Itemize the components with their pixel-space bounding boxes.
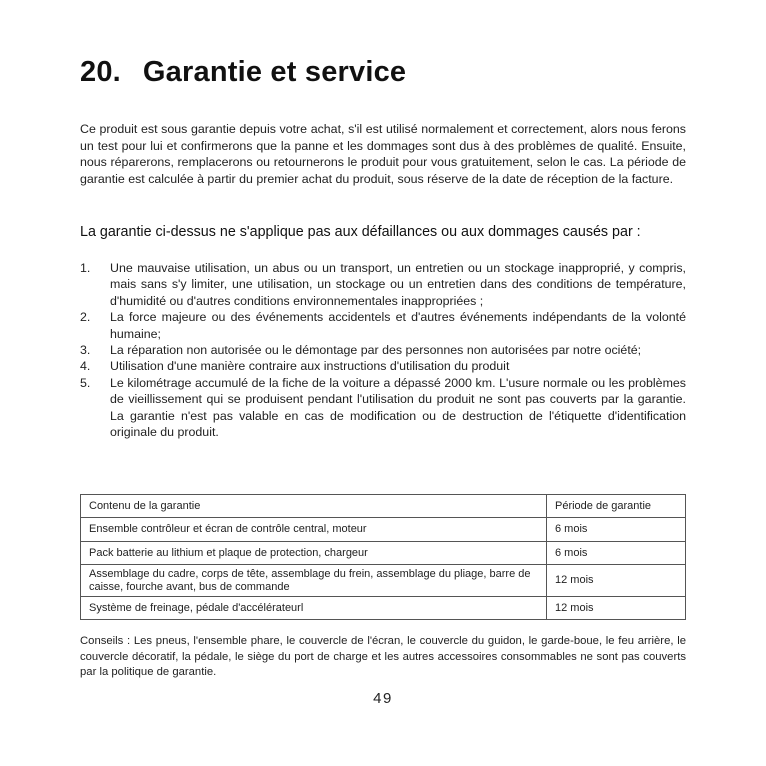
list-item-text: La réparation non autorisée ou le démontage par des personnes non autorisées par notre ociété;: [110, 343, 642, 358]
list-item-text: Le kilométrage accumulé de la fiche de la voiture a dépassé 2000 km. L'usure normale ou les problèmes de vieillissement qui se produisent pendant l'utilisation du produit ne sont pas couverts par la garantie. La garantie n'est pas valable en cas de modification ou de destruction de l'étiquette d'identification originale du produit.: [110, 375, 686, 440]
list-item: [80, 309, 686, 342]
table-row: [81, 597, 686, 620]
advice-note: Conseils : Les pneus, l'ensemble phare, le couvercle de l'écran, le couvercle du guidon, le garde-boue, le feu arrière, le couvercle décoratif, la pédale, le siège du port de charge et les autres accessoires consommables ne sont pas couverts par la politique de garantie.: [80, 635, 686, 678]
list-item: [80, 260, 686, 309]
table-row: [81, 542, 686, 565]
table-header-content: Contenu de la garantie: [81, 495, 547, 518]
list-item-number: 1.: [80, 261, 91, 275]
list-item: [80, 342, 686, 358]
list-item: [80, 375, 686, 441]
table-cell-period: 6 mois: [547, 518, 686, 542]
table-row: [81, 518, 686, 542]
table-cell-content: Ensemble contrôleur et écran de contrôle central, moteur: [81, 518, 547, 542]
intro-paragraph: Ce produit est sous garantie depuis votre achat, s'il est utilisé normalement et correctement, alors nous ferons un test pour lui et confirmerons que la panne et les dommages sont dus à des problèmes de qualité. Ensuite, nous réparerons, remplacerons ou retournerons le produit pour vous gratuitement, selon le cas. La période de garantie est calculée à partir du premier achat du produit, sous réserve de la date de réception de la facture.: [80, 122, 686, 186]
section-number: 20.: [80, 56, 121, 88]
list-item-number: 2.: [80, 310, 91, 325]
list-item-number: 3.: [80, 343, 91, 358]
table-cell-period: 6 mois: [547, 542, 686, 565]
list-item: [80, 358, 686, 374]
list-item-number: 4.: [80, 359, 91, 374]
list-item-number: 5.: [80, 375, 91, 390]
table-cell-content: Système de freinage, pédale d'accélérateurl: [81, 597, 547, 620]
table-cell-period: 12 mois: [547, 597, 686, 620]
conditions-list: [80, 260, 686, 440]
list-item-text: La force majeure ou des événements accidentels et d'autres événements indépendants de la volonté humaine;: [110, 310, 686, 341]
table-cell-content: Assemblage du cadre, corps de tête, assemblage du frein, assemblage du pliage, barre de caisse, fourche avant, bus de commande: [81, 565, 547, 597]
table-cell-period: 12 mois: [547, 565, 686, 597]
warranty-table: [80, 494, 686, 620]
list-item-text: Une mauvaise utilisation, un abus ou un transport, un entretien ou un stockage inapproprié, y compris, mais sans s'y limiter, une utilisation, un stockage ou un entretien dans des conditions de température, d'humidité ou d'autres conditions environnementales inappropriées ;: [110, 261, 686, 308]
section-title: Garantie et service: [142, 56, 407, 88]
page-number: 49: [373, 690, 393, 707]
list-item-text: Utilisation d'une manière contraire aux instructions d'utilisation du produit: [110, 359, 510, 374]
table-header-row: [81, 495, 686, 518]
section-heading: [80, 56, 406, 89]
table-row: [81, 565, 686, 597]
table-cell-content: Pack batterie au lithium et plaque de protection, chargeur: [81, 542, 547, 565]
table-header-period: Période de garantie: [547, 495, 686, 518]
conditions-heading: La garantie ci-dessus ne s'applique pas aux défaillances ou aux dommages causés par :: [80, 224, 641, 240]
